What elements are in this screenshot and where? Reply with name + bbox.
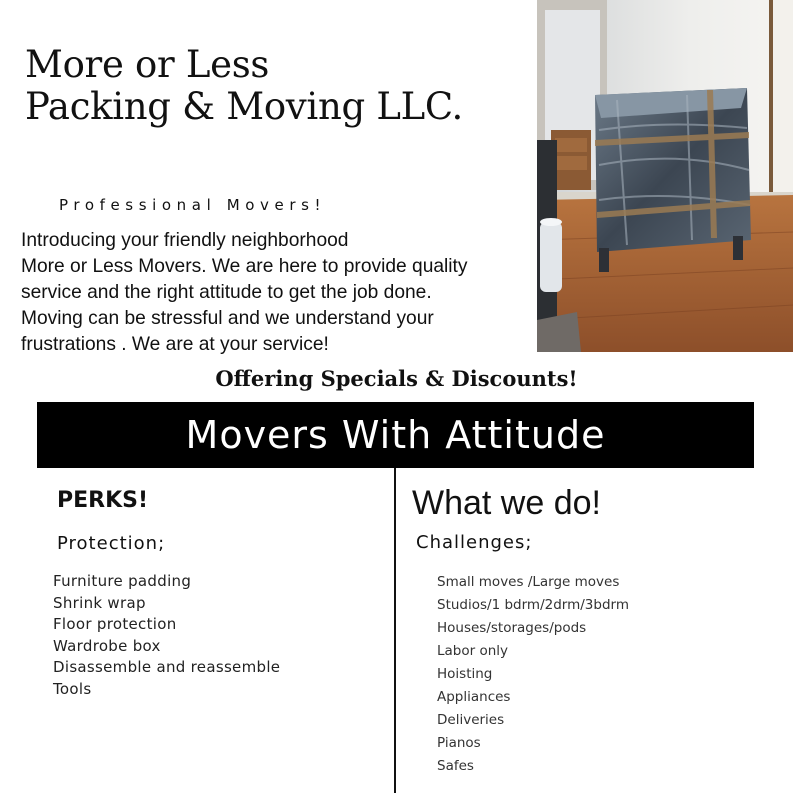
intro-line: Moving can be stressful and we understand your bbox=[21, 308, 434, 329]
list-item: Houses/storages/pods bbox=[437, 620, 587, 636]
column-divider bbox=[394, 468, 396, 793]
intro-line: More or Less Movers. We are here to provide quality bbox=[21, 256, 468, 277]
list-item: Wardrobe box bbox=[53, 636, 161, 655]
list-item: Hoisting bbox=[437, 666, 493, 682]
slogan-banner bbox=[37, 402, 754, 468]
perks-heading: PERKS! bbox=[57, 488, 149, 513]
challenges-subheading: Challenges; bbox=[416, 532, 533, 553]
intro-line: frustrations . We are at your service! bbox=[21, 334, 329, 355]
list-item: Deliveries bbox=[437, 712, 505, 728]
services-heading: What we do! bbox=[412, 484, 601, 522]
wrapped-piano-photo bbox=[537, 0, 793, 352]
list-item: Small moves /Large moves bbox=[437, 574, 620, 590]
company-title bbox=[25, 44, 463, 128]
list-item: Pianos bbox=[437, 735, 481, 751]
services-list bbox=[437, 571, 629, 778]
company-title-line2: Packing & Moving LLC. bbox=[25, 85, 464, 128]
slogan-text: Movers With Attitude bbox=[185, 413, 606, 457]
intro-line: service and the right attitude to get the job done. bbox=[21, 282, 432, 303]
list-item: Safes bbox=[437, 758, 474, 774]
intro-line: Introducing your friendly neighborhood bbox=[21, 230, 349, 251]
list-item: Appliances bbox=[437, 689, 511, 705]
perks-list bbox=[53, 571, 280, 700]
list-item: Studios/1 bdrm/2drm/3bdrm bbox=[437, 597, 629, 613]
company-title-line1: More or Less bbox=[25, 43, 270, 86]
list-item: Shrink wrap bbox=[53, 593, 146, 612]
list-item: Furniture padding bbox=[53, 572, 192, 590]
specials-heading: Offering Specials & Discounts! bbox=[215, 366, 578, 391]
list-item: Tools bbox=[53, 679, 92, 698]
protection-subheading: Protection; bbox=[57, 533, 166, 554]
intro-paragraph bbox=[21, 228, 521, 358]
list-item: Disassemble and reassemble bbox=[53, 658, 281, 676]
list-item: Floor protection bbox=[53, 615, 177, 633]
list-item: Labor only bbox=[437, 643, 509, 659]
tagline: Professional Movers! bbox=[59, 196, 327, 214]
